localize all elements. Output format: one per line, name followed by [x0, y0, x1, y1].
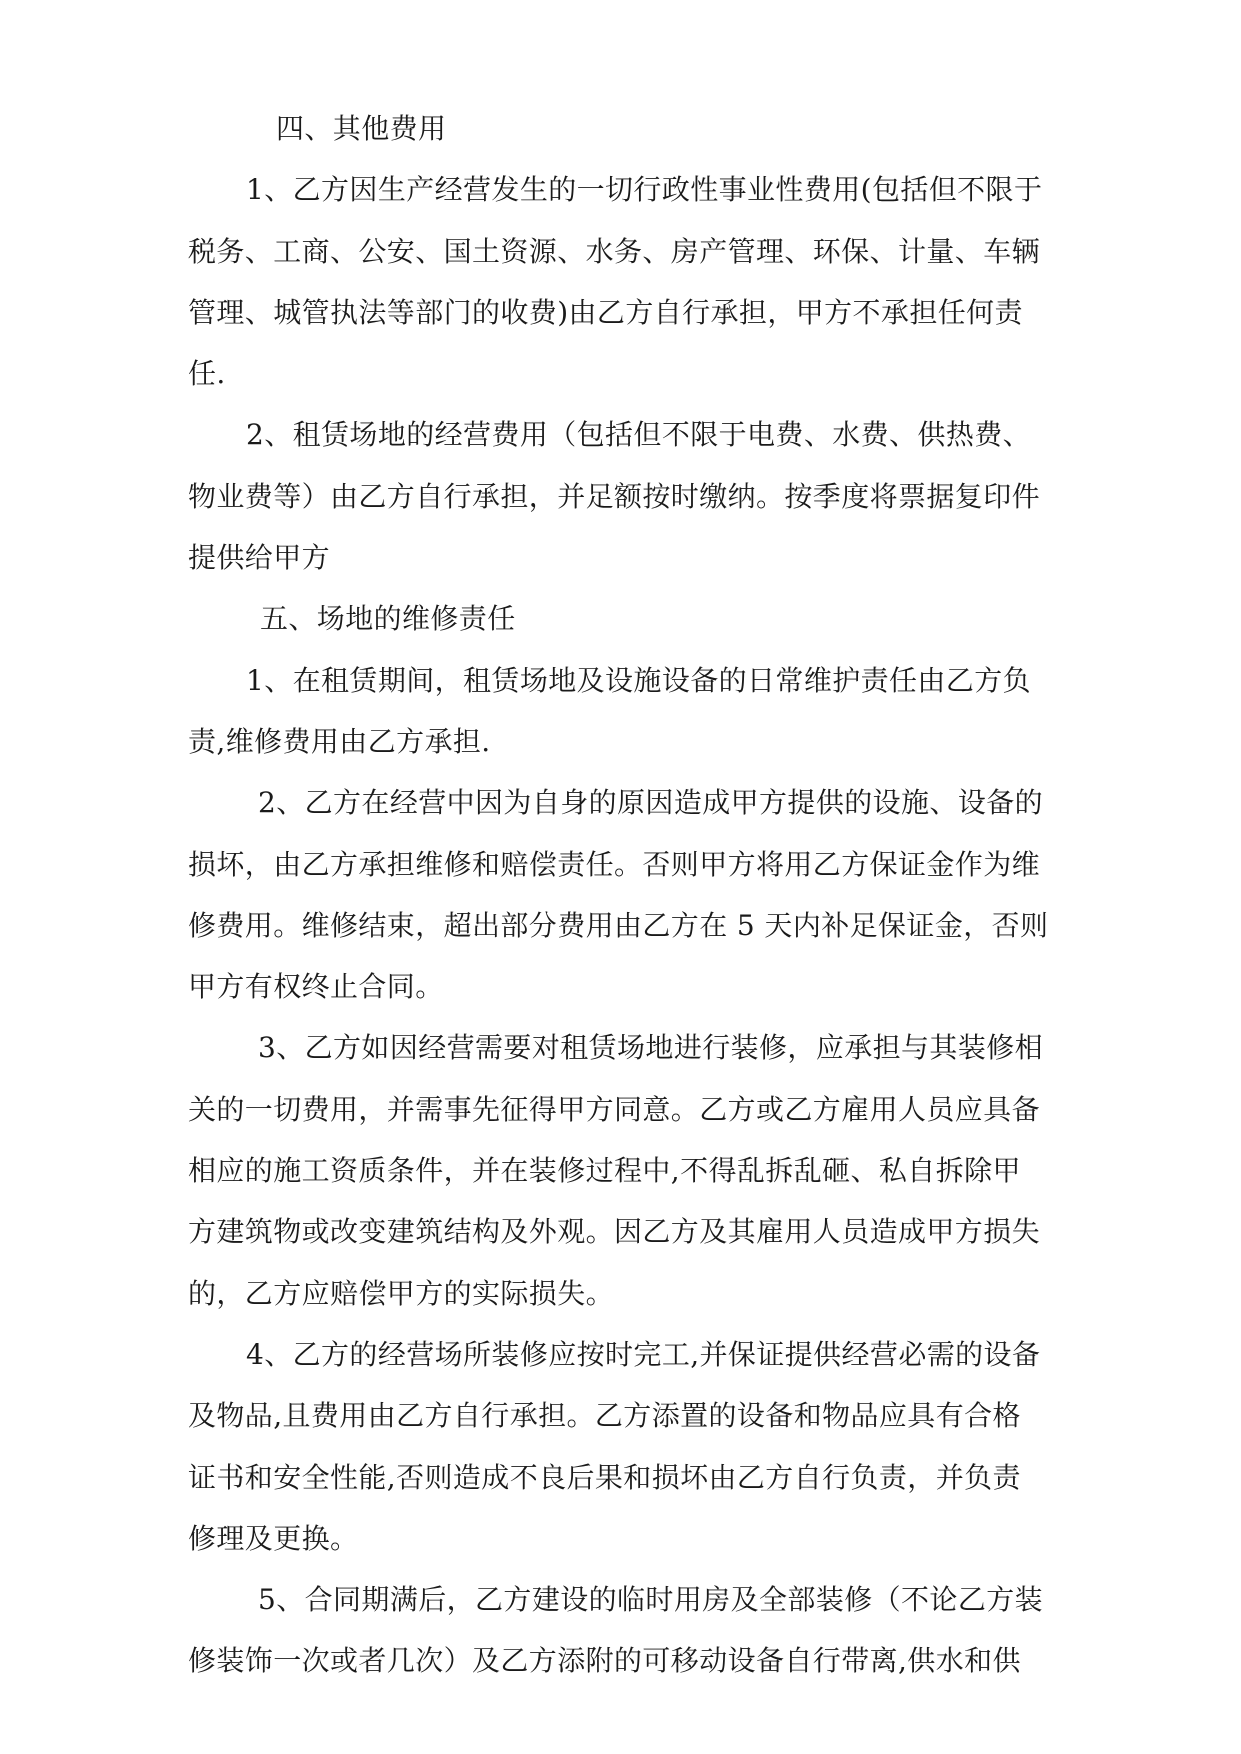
paragraph-line: 修费用。维修结束，超出部分费用由乙方在 5 天内补足保证金，否则 — [188, 908, 1049, 942]
section-heading-other-fees: 四、其他费用 — [276, 112, 447, 145]
document-body — [188, 98, 1068, 1692]
paragraph-line: 2、乙方在经营中因为自身的原因造成甲方提供的设施、设备的 — [258, 786, 1044, 820]
paragraph-line: 管理、城管执法等部门的收费)由乙方自行承担，甲方不承担任何责 — [188, 295, 1023, 329]
paragraph-line: 2、租赁场地的经营费用（包括但不限于电费、水费、供热费、 — [246, 418, 1032, 452]
paragraph-line: 修理及更换。 — [188, 1521, 359, 1555]
paragraph-line: 税务、工商、公安、国土资源、水务、房产管理、环保、计量、车辆 — [188, 234, 1041, 268]
paragraph-line: 1、在租赁期间，租赁场地及设施设备的日常维护责任由乙方负 — [246, 663, 1032, 697]
paragraph-line: 甲方有权终止合同。 — [188, 970, 444, 1004]
section-heading-maintenance: 五、场地的维修责任 — [260, 602, 516, 636]
paragraph-line: 相应的施工资质条件，并在装修过程中,不得乱拆乱砸、私自拆除甲 — [188, 1154, 1021, 1188]
paragraph-line: 修装饰一次或者几次）及乙方添附的可移动设备自行带离,供水和供 — [188, 1644, 1021, 1678]
paragraph-line: 及物品,且费用由乙方自行承担。乙方添置的设备和物品应具有合格 — [188, 1399, 1021, 1433]
paragraph-line: 3、乙方如因经营需要对租赁场地进行装修，应承担与其装修相 — [258, 1031, 1044, 1065]
paragraph-line: 关的一切费用，并需事先征得甲方同意。乙方或乙方雇用人员应具备 — [188, 1092, 1041, 1126]
paragraph-line: 任. — [188, 357, 226, 391]
paragraph-line: 责,维修费用由乙方承担. — [188, 724, 491, 758]
paragraph-line: 的，乙方应赔偿甲方的实际损失。 — [188, 1276, 615, 1310]
paragraph-line: 物业费等）由乙方自行承担，并足额按时缴纳。按季度将票据复印件 — [188, 479, 1041, 513]
paragraph-line: 4、乙方的经营场所装修应按时完工,并保证提供经营必需的设备 — [246, 1337, 1041, 1371]
paragraph-line: 5、合同期满后，乙方建设的临时用房及全部装修（不论乙方装 — [258, 1583, 1044, 1617]
paragraph-line: 提供给甲方 — [188, 541, 331, 575]
paragraph-line: 方建筑物或改变建筑结构及外观。因乙方及其雇用人员造成甲方损失 — [188, 1215, 1041, 1249]
paragraph-line: 损坏，由乙方承担维修和赔偿责任。否则甲方将用乙方保证金作为维 — [188, 847, 1041, 881]
paragraph-line: 1、乙方因生产经营发生的一切行政性事业性费用(包括但不限于 — [246, 173, 1043, 207]
paragraph-line: 证书和安全性能,否则造成不良后果和损坏由乙方自行负责，并负责 — [188, 1460, 1021, 1494]
